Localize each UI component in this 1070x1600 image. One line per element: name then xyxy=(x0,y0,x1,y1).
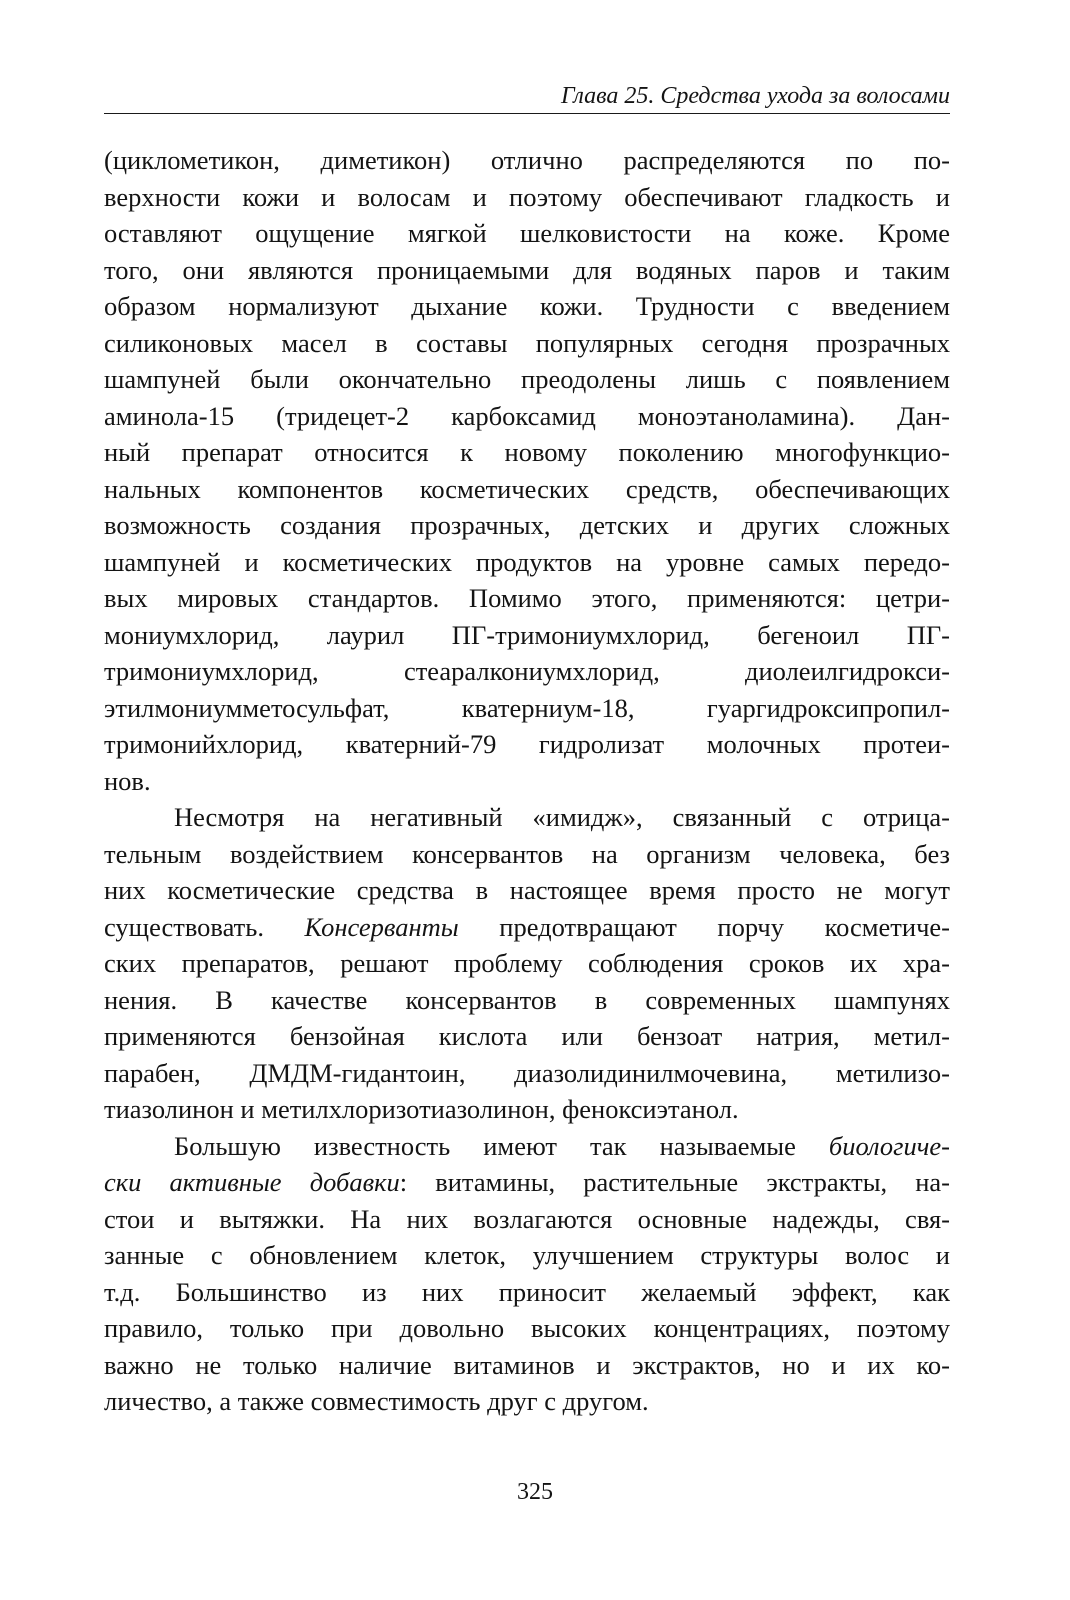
emphasis-term: Консерванты xyxy=(304,911,459,942)
emphasis-term: ски активные добавки xyxy=(104,1167,400,1197)
text-line: них косметические средства в настоящее время просто не могут xyxy=(104,875,950,905)
text-line: тримониумхлорид, стеаралкониумхлорид, диолеилгидрокси- xyxy=(104,656,950,686)
text-line xyxy=(104,1128,950,1165)
text-line: аминола-15 (тридецет-2 карбоксамид моноэтаноламина). Дан- xyxy=(104,400,950,431)
text-line: того, они являются проницаемыми для водяных паров и таким xyxy=(104,254,950,285)
text-line: вых мировых стандартов. Помимо этого, применяются: цетри- xyxy=(104,583,950,613)
text-line: шампуней и косметических продуктов на уровне самых передо- xyxy=(104,546,950,577)
text-line: парабен, ДМДМ-гидантоин, диазолидинилмочевина, метилизо- xyxy=(104,1057,950,1088)
text-line: этилмониумметосульфат, кватерниум-18, гуаргидроксипропил- xyxy=(104,692,950,723)
text-line: шампуней были окончательно преодолены лишь с появлением xyxy=(104,364,950,394)
text-line: ских препаратов, решают проблему соблюдения сроков их хра- xyxy=(104,948,950,978)
text-line: тельным воздействием консервантов на организм человека, без xyxy=(104,838,950,869)
body-text xyxy=(104,142,950,1420)
text-line: верхности кожи и волосам и поэтому обеспечивают гладкость и xyxy=(104,181,950,212)
text-line: т.д. Большинство из них приносит желаемый эффект, как xyxy=(104,1276,950,1307)
text-line: занные с обновлением клеток, улучшением структуры волос и xyxy=(104,1240,950,1270)
text-line: применяются бензойная кислота или бензоат натрия, метил- xyxy=(104,1021,950,1051)
text-line xyxy=(104,799,950,836)
paragraph-2 xyxy=(104,799,950,1128)
text-segment: : витамины, растительные экстракты, на- xyxy=(399,1167,951,1197)
text-line: нов. xyxy=(104,765,151,796)
running-title: Глава 25. Средства ухода за волосами xyxy=(560,83,950,109)
text-line: тримонийхлорид, кватерний-79 гидролизат молочных протеи- xyxy=(104,729,950,759)
text-line: важно не только наличие витаминов и экстрактов, но и их ко- xyxy=(104,1349,950,1380)
text-line: тиазолинон и метилхлоризотиазолинон, феноксиэтанол. xyxy=(104,1094,739,1124)
text-line: личество, а также совместимость друг с другом. xyxy=(104,1386,649,1416)
text-line: правило, только при довольно высоких концентрациях, поэтому xyxy=(104,1313,950,1343)
emphasis-term: биологиче- xyxy=(828,1130,950,1161)
text-line xyxy=(104,909,950,946)
text-line: стои и вытяжки. На них возлагаются основные надежды, свя- xyxy=(104,1203,950,1234)
text-segment: Большую известность имеют так называемые xyxy=(174,1130,829,1161)
text-line: образом нормализуют дыхание кожи. Трудности с введением xyxy=(104,291,950,321)
text-line: силиконовых масел в составы популярных сегодня прозрачных xyxy=(104,327,950,358)
text-line: мониумхлорид, лаурил ПГ-тримониумхлорид, бегеноил ПГ- xyxy=(104,619,950,650)
paragraph-1 xyxy=(104,142,950,799)
running-header xyxy=(104,76,950,114)
text-line: нальных компонентов косметических средств, обеспечивающих xyxy=(104,473,950,504)
text-line: (циклометикон, диметикон) отлично распределяются по по- xyxy=(104,145,950,175)
text-line: оставляют ощущение мягкой шелковистости на коже. Кроме xyxy=(104,218,950,248)
page-number: 325 xyxy=(517,1479,553,1505)
text-segment: существовать. xyxy=(104,911,305,942)
text-line: нения. В качестве консервантов в современных шампунях xyxy=(104,984,950,1015)
text-line xyxy=(104,1164,950,1201)
text-segment: предотвращают порчу косметиче- xyxy=(458,911,950,942)
text-segment: Несмотря на негативный «имидж», связанный с отрица- xyxy=(174,802,950,832)
paragraph-3 xyxy=(104,1128,950,1420)
text-line: возможность создания прозрачных, детских и других сложных xyxy=(104,510,950,540)
text-line: ный препарат относится к новому поколению многофункцио- xyxy=(104,437,950,467)
